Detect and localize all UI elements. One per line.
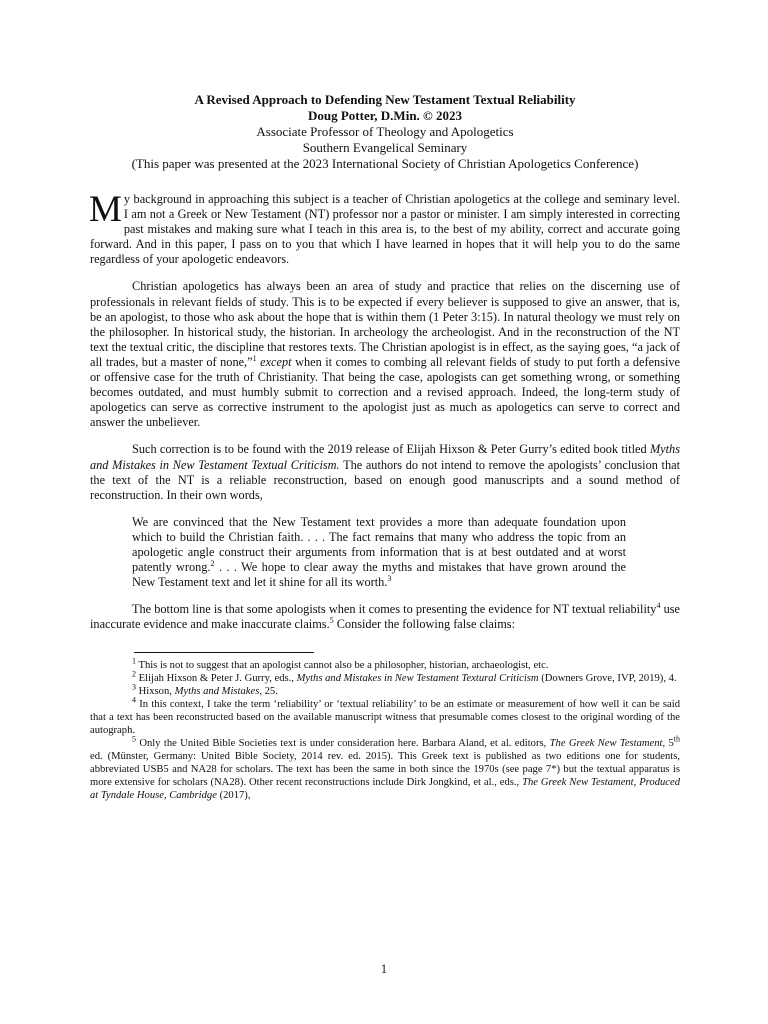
footnote-ref-3[interactable]: 3: [387, 574, 392, 584]
paragraph-2-text-a: Christian apologetics has always been an area of study and practice that relies on the discerning use of professionals in relevant fields of study. This is to be expected if every believer is supposed to give an answer, that is, be an apologist, to those who ask about the hope that is within them (1 Peter 3:15). In natural theology we must rely on the philosopher. In historical study, the historian. In archeology the archeologist. And in the reconstruction of the NT text the textual critic, the discipline that restores texts. The Christian apologist is in effect, as the saying goes, “a jack of all trades, but a master of none,”: [90, 279, 680, 369]
footnote-ref-1[interactable]: 1: [252, 353, 257, 363]
footnote-text: Elijah Hixson & Peter J. Gurry, eds.,: [138, 673, 294, 685]
footnote-text: 25.: [264, 686, 278, 698]
presentation-note: (This paper was presented at the 2023 International Society of Christian Apologetics Conference): [131, 156, 639, 171]
paper-title: A Revised Approach to Defending New Testament Textual Reliability: [194, 92, 576, 107]
footnotes: [90, 656, 681, 802]
paragraph-1: [89, 189, 680, 267]
footnote-book-title: The Greek New Testament, Produced at Tyndale House, Cambridge: [90, 777, 680, 802]
emphasis-except: except: [260, 354, 292, 369]
footnote-5: [90, 734, 681, 802]
paragraph-2-text-b: when it comes to combing all relevant fields of study to put forth a defensive or offensive case for the truth of Christianity. That being the case, apologists can get something wrong, or something becomes outdated, and must humbly submit to correction and a revised approach. Indeed, the long-term study of apologetics can serve as corrective instrument to the apologist just as much as apologetics can serve to correct and answer the unbeliever.: [90, 354, 680, 430]
footnote-text: ed. (Münster, Germany: United Bible Society, 2014 rev. ed. 2015). This Greek text is published as two editions one for students, abbreviated USB5 and NA28 for scholars. The text has been the same in both since the 1970s (see page 7*) but the textual apparatus is more extensive for scholars (NA28). Other recent reconstructions include Dirk Jongkind, et al., eds.,: [90, 751, 680, 789]
footnote-1: [90, 656, 680, 672]
footnote-text: (Downers Grove, IVP, 2019), 4.: [541, 673, 677, 685]
paragraph-4: [90, 602, 680, 632]
footnote-text: This is not to suggest that an apologist cannot also be a philosopher, historian, archaeologist, etc.: [138, 660, 549, 672]
footnote-number: 2: [132, 669, 136, 679]
footnote-ref-4[interactable]: 4: [656, 601, 661, 611]
paragraph-3-text-a: Such correction is to be found with the 2019 release of Elijah Hixson & Peter Gurry’s edited book titled: [132, 442, 647, 457]
paragraph-1-text: y background in approaching this subject is a teacher of Christian apologetics at the college and seminary level. I am not a Greek or New Testament (NT) professor nor a pastor or minister. I am simply interested in correcting past mistakes and making sure what I teach in this area is, to the best of my ability, correct and accurate going forward. And in this paper, I pass on to you that which I have learned in hopes that it will help you to do the same regardless of your apologetic endeavors.: [90, 192, 680, 267]
footnote-text: (2017),: [219, 790, 251, 802]
paper-header: [90, 92, 680, 172]
footnote-text: Only the United Bible Societies text is under consideration here. Barbara Aland, et al. editors,: [139, 738, 547, 750]
book-title: Myths and Mistakes in New Testament Textual Criticism.: [90, 442, 680, 472]
footnote-book-title: Myths and Mistakes in New Testament Textural Criticism: [296, 673, 539, 685]
footnote-number: 5: [132, 734, 136, 744]
footnote-number: 4: [132, 695, 136, 705]
footnote-2: [90, 669, 680, 685]
paragraph-4-text-b: use inaccurate evidence and make inaccurate claims.: [90, 602, 681, 632]
footnote-text: Hixson,: [138, 686, 172, 698]
page-number: 1: [380, 962, 388, 976]
footnote-text: In this context, I take the term ‘reliability’ or ‘textual reliability’ to be an estimate or measurement of how well it can be said that a text has been reconstructed based on the available manuscript witness that presumable comes closest to the original wording of the autograph.: [90, 699, 680, 737]
paragraph-3: [90, 442, 680, 502]
paragraph-4-text-c: Consider the following false claims:: [336, 617, 516, 632]
author-institution: Southern Evangelical Seminary: [302, 140, 468, 155]
paragraph-4-text-a: The bottom line is that some apologists when it comes to presenting the evidence for NT textual reliability: [132, 602, 657, 617]
paper-author: Doug Potter, D.Min. © 2023: [307, 108, 463, 123]
paragraph-3-text-b: The authors do not intend to remove the apologists’ conclusion that the text of the NT is a reliable reconstruction, based on enough good manuscripts and a sound method of reconstruction. In their own words,: [90, 457, 681, 502]
footnote-number: 3: [132, 682, 136, 692]
author-position: Associate Professor of Theology and Apologetics: [256, 124, 514, 139]
ordinal-suffix: th: [673, 734, 681, 744]
quote-text-a: We are convinced that the New Testament text provides a more than adequate foundation upon which to build the Christian faith. . . . The fact remains that many who address the topic from an apologetic angle construct their arguments from information that is at best outdated and at worst patently wrong.: [132, 514, 626, 575]
footnote-book-title: The Greek New Testament: [549, 738, 663, 750]
quote-text-b: . . . We hope to clear away the myths and mistakes that have grown around the New Testament text and let it shine for all its worth.: [132, 560, 627, 590]
footnote-ref-2[interactable]: 2: [210, 558, 215, 568]
block-quote: [132, 515, 626, 590]
footnote-4: [90, 695, 680, 737]
paragraph-2: [90, 279, 680, 430]
footnote-number: 1: [132, 656, 136, 666]
footnote-3: [90, 682, 680, 698]
footnote-ref-5[interactable]: 5: [329, 616, 334, 626]
footnote-book-title: Myths and Mistakes,: [174, 686, 262, 698]
drop-cap: M: [89, 189, 122, 230]
footnote-separator: [134, 652, 314, 653]
footnote-text: , 5: [662, 738, 674, 750]
